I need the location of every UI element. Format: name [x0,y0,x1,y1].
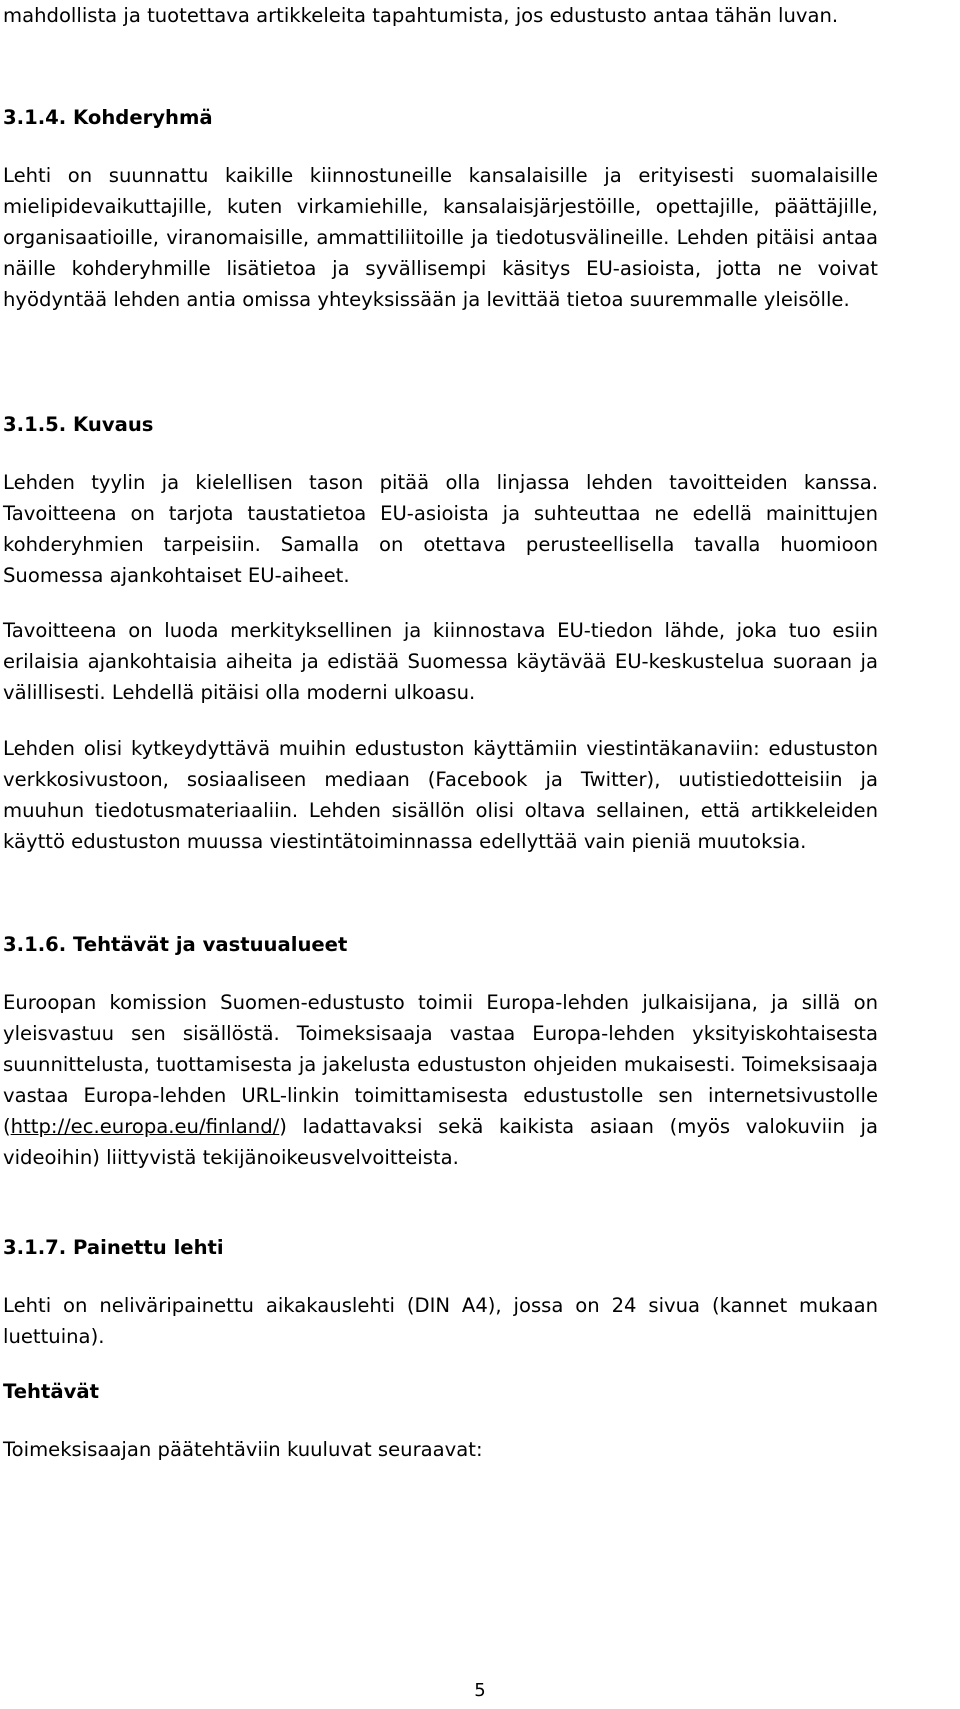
section-3-1-6-body-start: Euroopan komission Suomen-edustusto toimii Europa-lehden julkaisijana, ja sillä on yleisvastuu sen sisällöstä. Toimeksisaaja vastaa Europa-lehden yksityiskohtaisesta suunnittelusta, tuottamisesta ja jakelusta edustuston ohjeiden mukaisesti. Toimeksisaaja vastaa Europa-lehden URL-linkin toimittamisesta edustustolle sen internetsivustolle ( [3,991,878,1138]
section-heading-3-1-6: 3.1.6. Tehtävät ja vastuualueet [3,933,348,956]
section-heading-3-1-4: 3.1.4. Kohderyhmä [3,106,213,129]
section-3-1-6-body [3,987,878,1173]
representation-website-link[interactable]: http://ec.europa.eu/finland/ [10,1115,280,1138]
intro-tail-paragraph: mahdollista ja tuotettava artikkeleita tapahtumista, jos edustusto antaa tähän luvan. [3,4,839,27]
section-3-1-6-body-end: ) ladattavaksi sekä kaikista asiaan (myös valokuviin ja videoihin) liittyvistä tekijänoikeusvelvoitteista. [3,1115,878,1169]
section-heading-3-1-5: 3.1.5. Kuvaus [3,413,154,436]
subheading-tehtavat: Tehtävät [3,1380,99,1403]
section-3-1-5-paragraph-3: Lehden olisi kytkeydyttävä muihin edustuston käyttämiin viestintäkanaviin: edustuston verkkosivustoon, sosiaaliseen mediaan (Facebook ja Twitter), uutistiedotteisiin ja muuhun tiedotusmateriaaliin. Lehden sisällön olisi oltava sellainen, että artikkeleiden käyttö edustuston muussa viestintätoiminnassa edellyttää vain pieniä muutoksia. [3,737,878,853]
page-number: 5 [474,1680,486,1701]
section-heading-3-1-7: 3.1.7. Painettu lehti [3,1236,224,1259]
section-3-1-4-body: Lehti on suunnattu kaikille kiinnostuneille kansalaisille ja erityisesti suomalaisille mielipidevaikuttajille, kuten virkamiehille, kansalaisjärjestöille, opettajille, päättäjille, organisaatioille, viranomaisille, ammattiliitoille ja tiedotusvälineille. Lehden pitäisi antaa näille kohderyhmille lisätietoa ja syvällisempi käsitys EU-asioista, jotta ne voivat hyödyntää lehden antia omissa yhteyksissään ja levittää tietoa suuremmalle yleisölle. [3,164,878,311]
section-3-1-7-body: Lehti on neliväripainettu aikakauslehti (DIN A4), jossa on 24 sivua (kannet mukaan luettuina). [3,1294,878,1348]
section-3-1-5-paragraph-1: Lehden tyylin ja kielellisen tason pitää olla linjassa lehden tavoitteiden kanssa. Tavoitteena on tarjota taustatietoa EU-asioista ja suhteuttaa ne edellä mainittujen kohderyhmien tarpeisiin. Samalla on otettava perusteellisella tavalla huomioon Suomessa ajankohtaiset EU-aiheet. [3,471,878,587]
tasks-intro-text: Toimeksisaajan päätehtäviin kuuluvat seuraavat: [3,1438,483,1461]
section-3-1-5-paragraph-2: Tavoitteena on luoda merkityksellinen ja kiinnostava EU-tiedon lähde, joka tuo esiin erilaisia ajankohtaisia aiheita ja edistää Suomessa käytävää EU-keskustelua suoraan ja välillisesti. Lehdellä pitäisi olla moderni ulkoasu. [3,619,878,704]
